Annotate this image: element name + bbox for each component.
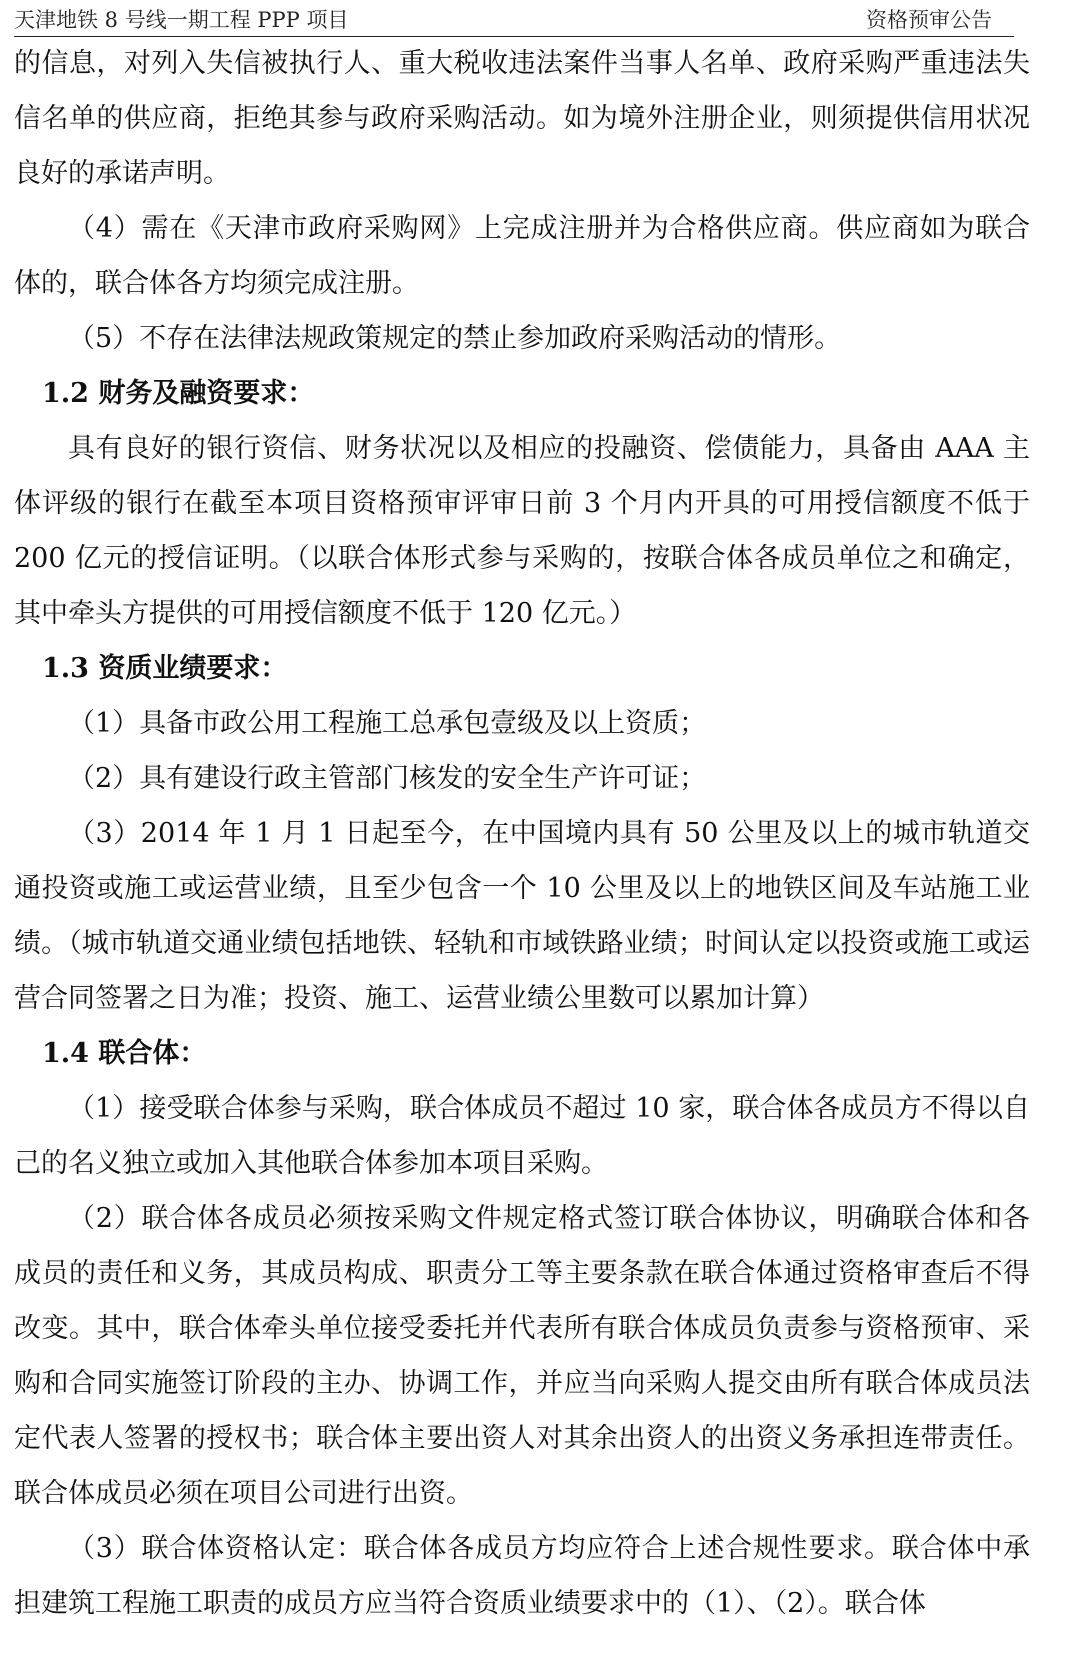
- paragraph-item-5-no-prohibition: （5）不存在法律法规政策规定的禁止参加政府采购活动的情形。: [68, 323, 842, 354]
- section-heading-1-2: 1.2 财务及融资要求：: [42, 378, 315, 409]
- paragraph-item-4-registration: （4）需在《天津市政府采购网》上完成注册并为合格供应商。供应商如为联合体的，联合体各方均须完成注册。: [14, 213, 1030, 299]
- paragraph-qualification-2: （2）具有建设行政主管部门核发的安全生产许可证；: [68, 763, 707, 794]
- header-project-title: 天津地铁 8 号线一期工程 PPP 项目: [14, 8, 349, 32]
- section-heading-1-3: 1.3 资质业绩要求：: [42, 653, 288, 684]
- paragraph-credit-info: 的信息，对列入失信被执行人、重大税收违法案件当事人名单、政府采购严重违法失信名单的供应商，拒绝其参与政府采购活动。如为境外注册企业，则须提供信用状况良好的承诺声明。: [14, 48, 1030, 189]
- paragraph-finance-requirements: 具有良好的银行资信、财务状况以及相应的投融资、偿债能力，具备由 AAA 主体评级的银行在截至本项目资格预审评审日前 3 个月内开具的可用授信额度不低于 200 亿元的授信证明。（以联合体形式参与采购的，按联合体各成员单位之和确定，其中牵头方提供的可用授信额度不低于 120 亿元。）: [14, 433, 1030, 629]
- paragraph-consortium-1: （1）接受联合体参与采购，联合体成员不超过 10 家，联合体各成员方不得以自己的名义独立或加入其他联合体参加本项目采购。: [14, 1093, 1030, 1179]
- section-heading-1-4: 1.4 联合体：: [42, 1038, 207, 1069]
- page-header: [14, 4, 1014, 37]
- document-body: [14, 36, 1030, 1631]
- paragraph-qualification-1: （1）具备市政公用工程施工总承包壹级及以上资质；: [68, 708, 707, 739]
- paragraph-qualification-3: （3）2014 年 1 月 1 日起至今，在中国境内具有 50 公里及以上的城市轨道交通投资或施工或运营业绩，且至少包含一个 10 公里及以上的地铁区间及车站施工业绩。（城市轨道交通业绩包括地铁、轻轨和市域铁路业绩；时间认定以投资或施工或运营合同签署之日为准；投资、施工、运营业绩公里数可以累加计算）: [14, 818, 1030, 1014]
- paragraph-consortium-3: （3）联合体资格认定：联合体各成员方均应符合上述合规性要求。联合体中承担建筑工程施工职责的成员方应当符合资质业绩要求中的（1）、（2）。联合体: [14, 1533, 1030, 1619]
- header-document-type: 资格预审公告: [866, 8, 992, 32]
- paragraph-consortium-2: （2）联合体各成员必须按采购文件规定格式签订联合体协议，明确联合体和各成员的责任和义务，其成员构成、职责分工等主要条款在联合体通过资格审查后不得改变。其中，联合体牵头单位接受委托并代表所有联合体成员负责参与资格预审、采购和合同实施签订阶段的主办、协调工作，并应当向采购人提交由所有联合体成员法定代表人签署的授权书；联合体主要出资人对其余出资人的出资义务承担连带责任。联合体成员必须在项目公司进行出资。: [14, 1203, 1030, 1509]
